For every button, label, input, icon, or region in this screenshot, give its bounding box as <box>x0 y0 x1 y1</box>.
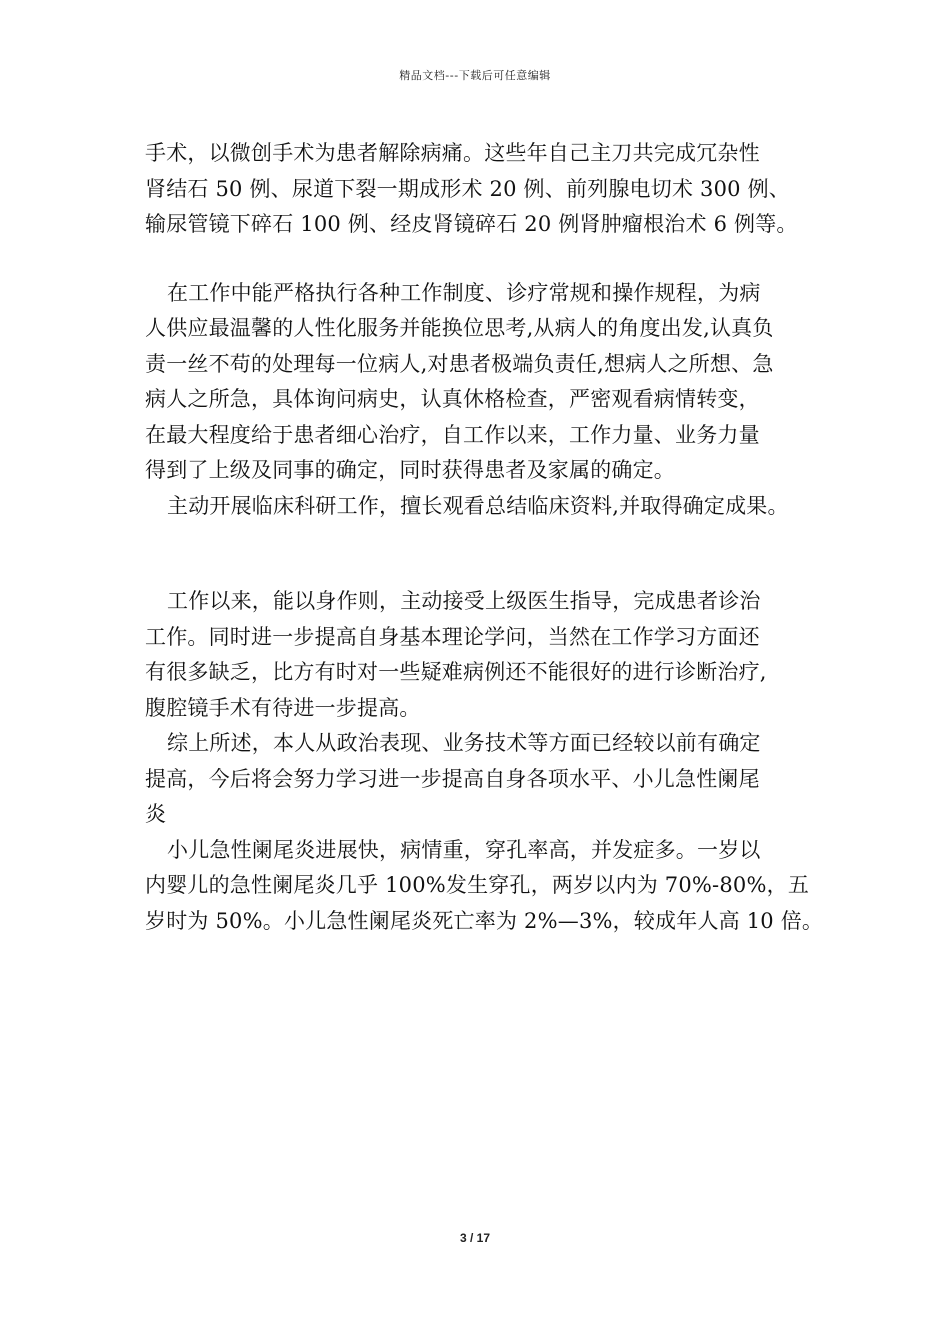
text-line: 有很多缺乏，比方有时对一些疑难病例还不能很好的进行诊断治疗, <box>145 660 767 684</box>
text-line: 提高，今后将会努力学习进一步提高自身各项水平、小儿急性阑尾 <box>145 766 760 791</box>
text-line: 工作。同时进一步提高自身基本理论学问，当然在工作学习方面还 <box>145 624 760 649</box>
text-line: 输尿管镜下碎石 100 例、经皮肾镜碎石 20 例肾肿瘤根治术 6 例等。 <box>145 212 798 236</box>
text-line: 工作以来，能以身作则，主动接受上级医生指导，完成患者诊治 <box>167 589 761 613</box>
paragraph-summary <box>145 726 813 833</box>
page-number: 3 / 17 <box>459 1231 491 1245</box>
document-body <box>145 136 824 939</box>
page-header: 精品文档---下载后可任意编辑 <box>399 69 551 82</box>
text-line: 小儿急性阑尾炎进展快，病情重，穿孔率高，并发症多。一岁以 <box>167 837 761 862</box>
text-line: 得到了上级及同事的确定，同时获得患者及家属的确定。 <box>145 458 675 482</box>
paragraph-self-assessment <box>145 584 813 726</box>
paragraph-surgery-record <box>145 136 813 243</box>
text-line: 肾结石 50 例、尿道下裂一期成形术 20 例、前列腺电切术 300 例、 <box>145 176 790 201</box>
text-line: 岁时为 50%。小儿急性阑尾炎死亡率为 2%—3%，较成年人高 10 倍。 <box>145 908 824 933</box>
text-line: 综上所述，本人从政治表现、业务技术等方面已经较以前有确定 <box>167 731 761 755</box>
text-line: 责一丝不苟的处理每一位病人,对患者极端负责任,想病人之所想、急 <box>145 351 774 376</box>
text-line: 腹腔镜手术有待进一步提高。 <box>145 695 421 720</box>
text-line: 在工作中能严格执行各种工作制度、诊疗常规和操作规程，为病 <box>167 280 761 305</box>
text-line: 在最大程度给于患者细心治疗，自工作以来，工作力量、业务力量 <box>145 422 760 447</box>
text-line: 手术，以微创手术为患者解除病痛。这些年自己主刀共完成冗杂性 <box>145 141 760 165</box>
text-line: 人供应最温馨的人性化服务并能换位思考,从病人的角度出发,认真负 <box>145 316 774 340</box>
text-line: 内婴儿的急性阑尾炎几乎 100%发生穿孔，两岁以内为 70%-80%，五 <box>145 873 810 897</box>
paragraph-work-attitude <box>145 276 813 489</box>
text-line: 炎 <box>145 802 167 826</box>
text-line: 主动开展临床科研工作，擅长观看总结临床资料,并取得确定成果。 <box>167 493 789 518</box>
paragraph-appendicitis <box>145 833 824 940</box>
text-line: 病人之所急，具体询问病史，认真休格检查，严密观看病情转变， <box>145 387 760 411</box>
paragraph-research <box>145 489 813 525</box>
